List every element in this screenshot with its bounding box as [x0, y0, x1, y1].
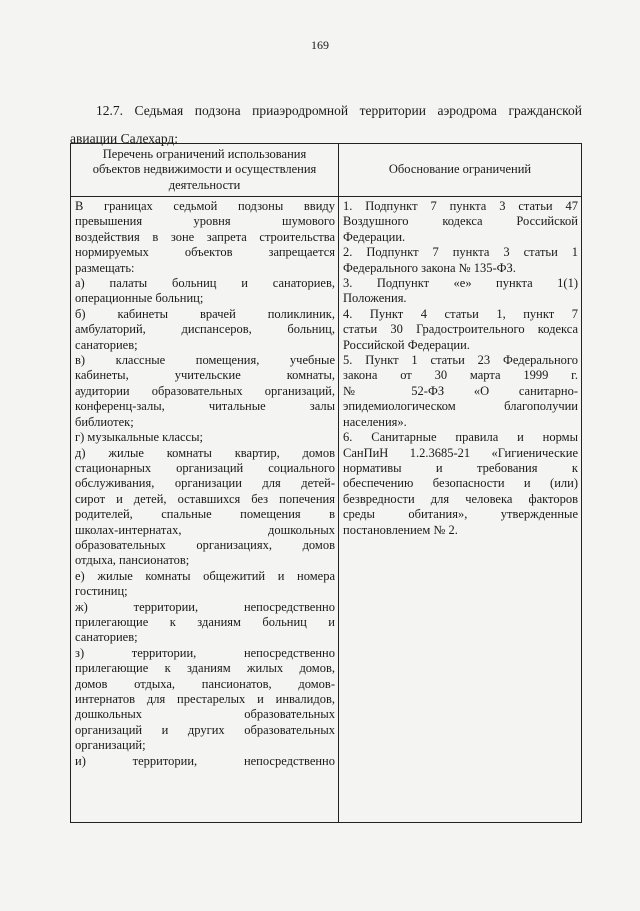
restriction-line: сирот и детей, оставшихся без попечения: [75, 491, 335, 506]
restrictions-table: [70, 143, 582, 823]
restriction-line: операционные больниц;: [75, 291, 204, 306]
justification-line: 3. Подпункт «е» пункта 1(1): [343, 276, 578, 291]
restriction-line: г) музыкальные классы;: [75, 430, 203, 445]
justification-line: Российской Федерации.: [343, 337, 470, 352]
justification-line: среды обитания», утвержденные: [343, 507, 578, 522]
restriction-line: гостиниц;: [75, 584, 128, 599]
restriction-line: е) жилые комнаты общежитий и номера: [75, 568, 335, 583]
restriction-line: ж) территории, непосредственно: [75, 599, 335, 614]
restriction-line: аудитории образовательных организаций,: [75, 383, 335, 398]
restriction-line: а) палаты больниц и санаториев,: [75, 276, 335, 291]
restriction-line: санаториев;: [75, 337, 138, 352]
restriction-line: домов отдыха, пансионатов, домов-: [75, 676, 335, 691]
restriction-line: интернатов для престарелых и инвалидов,: [75, 692, 335, 706]
restriction-line: родителей, спальные помещения в: [75, 507, 335, 522]
justification-line: постановлением № 2.: [343, 522, 458, 537]
justification-line: Федерального закона № 135-ФЗ.: [343, 260, 516, 275]
justification-line: закона от 30 марта 1999 г.: [343, 368, 578, 383]
header-restrictions: Перечень ограничений использования объектов недвижимости и осуществления деятельности: [71, 144, 339, 197]
restriction-line: санаториев;: [75, 630, 138, 645]
restriction-line: размещать:: [75, 260, 135, 275]
restriction-line: школах-интернатах, дошкольных: [75, 522, 335, 537]
header-justification: Обоснование ограничений: [339, 144, 582, 197]
restriction-line: з) территории, непосредственно: [75, 645, 335, 660]
restriction-line: амбулаторий, диспансеров, больниц,: [75, 322, 335, 337]
restriction-line: отдыха, пансионатов;: [75, 553, 190, 568]
justification-line: № 52-ФЗ «О санитарно-: [343, 383, 578, 398]
justification-line: Федерации.: [343, 229, 406, 244]
restriction-line: обслуживания, организации для детей-: [75, 476, 335, 491]
justification-line: Положения.: [343, 291, 407, 306]
restriction-line: образовательных организациях, домов: [75, 537, 335, 552]
restriction-line: стационарных организаций социального: [75, 460, 335, 475]
restriction-line: в) классные помещения, учебные: [75, 353, 335, 368]
restrictions-cell: [71, 197, 339, 823]
page-number: 169: [311, 38, 329, 52]
justification-line: 1. Подпункт 7 пункта 3 статьи 47: [343, 199, 578, 213]
intro-text: 12.7. Седьмая подзона приаэродромной территории аэродрома гражданской авиации Салехард:: [70, 103, 582, 146]
justification-line: 2. Подпункт 7 пункта 3 статьи 1: [343, 245, 578, 260]
table-header-row: [71, 144, 582, 197]
restriction-line: дошкольных образовательных: [75, 707, 335, 722]
restriction-line: и) территории, непосредственно: [75, 753, 335, 768]
restriction-line: библиотек;: [75, 414, 134, 429]
justification-line: эпидемиологическом благополучии: [343, 399, 578, 414]
justification-line: безвредности для человека факторов: [343, 491, 578, 506]
justification-line: 6. Санитарные правила и нормы: [343, 430, 578, 445]
justification-line: Воздушного кодекса Российской: [343, 214, 578, 229]
restriction-line: конференц-залы, читальные залы: [75, 399, 335, 414]
restriction-line: прилегающие к зданиям жилых домов,: [75, 661, 335, 676]
restriction-line: превышения уровня шумового: [75, 214, 335, 229]
justification-line: населения».: [343, 414, 407, 429]
justification-line: статьи 30 Градостроительного кодекса: [343, 322, 578, 337]
restriction-line: кабинеты, учительские комнаты,: [75, 368, 335, 383]
table-row: [71, 197, 582, 823]
restriction-line: нормируемых объектов запрещается: [75, 245, 335, 260]
justification-line: обеспечению безопасности и (или): [343, 476, 578, 491]
restriction-line: В границах седьмой подзоны ввиду: [75, 199, 335, 213]
restriction-line: воздействия в зоне запрета строительства: [75, 229, 335, 244]
justification-cell: [339, 197, 582, 823]
restriction-line: б) кабинеты врачей поликлиник,: [75, 306, 335, 321]
justification-line: 5. Пункт 1 статьи 23 Федерального: [343, 353, 578, 368]
restriction-line: организаций и других образовательных: [75, 722, 335, 737]
justification-line: 4. Пункт 4 статьи 1, пункт 7: [343, 306, 578, 321]
restriction-line: организаций;: [75, 738, 146, 753]
justification-line: СанПиН 1.2.3685-21 «Гигиенические: [343, 445, 578, 460]
restriction-line: д) жилые комнаты квартир, домов: [75, 445, 335, 460]
justification-line: нормативы и требования к: [343, 460, 578, 475]
restriction-line: прилегающие к зданиям больниц и: [75, 614, 335, 629]
